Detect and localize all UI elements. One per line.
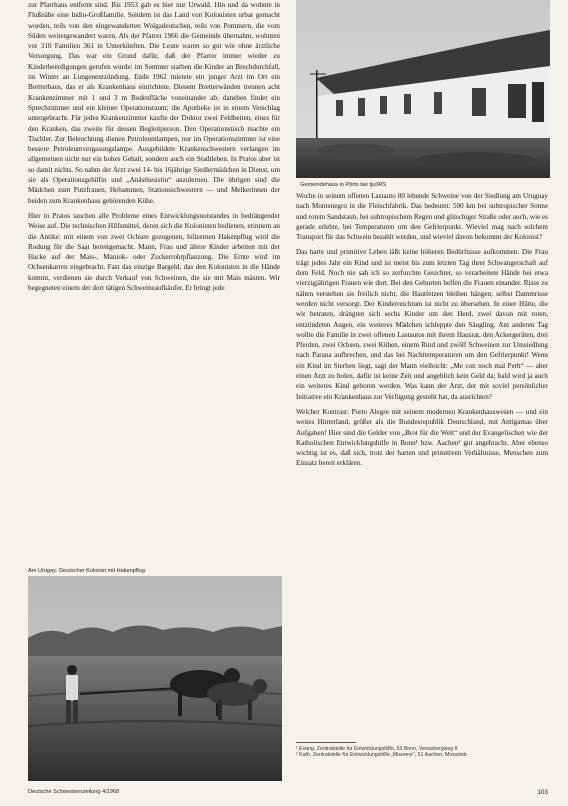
photo-caption-bottom: Am Urugay: Deutscher Kolonist mit Hakenpflug bbox=[28, 568, 145, 574]
paragraph: Hier in Pratos tauchen alle Probleme eines Entwicklungsnotstandes in bedrängender Weise auf. Die technischen Hilfsmittel, deren sich die Kolonisten bedienen, erinnern an die Antike: mit einem von zwei Ochsen gezogenen, hölzernen Hakenpflug wird die Rodung für die Saat bereitgemacht. Mann, Frau und ältere Kinder arbeiten mit der Hacke auf der Mais-, Maniok- oder Zuckerrohrpflanzung. Die Ernte wird im Ochsenkarren eingebracht. Fast das einzige Bargeld, das den Kolonisten in die Hände kommt, verdienen sie durch Verkauf von Schweinen, die sie mit Mais mästen. Wir begegneten einem der dort tätigen Schweineaufkäufer. Er bringt jede bbox=[28, 211, 280, 293]
footnotes bbox=[296, 742, 548, 759]
page-number: 103 bbox=[537, 789, 548, 796]
article-column-right bbox=[296, 191, 548, 474]
footnote-rule bbox=[296, 742, 356, 743]
paragraph: zur Pfarrhaus entfernt sind. Bis 1953 gab es hier nur Urwald. Hin und da wohnte in Flußnähe eine Indio-Großfamilie. Seitdem ist das Land von Kolonisten urbar gemacht worden, teils von den eingewanderten Wolgadeutschen, teils von Pommern, die vom Süden weitergewandert waren. Als der Pfarrer 1966 die Gemeinde übernahm, wohnten vor 310 Familien 361 in Unterkünften. Die Leute waren so gut wie ohne ärztliche Versorgung. Das war ein Grund dafür, daß der Pfarrer immer wieder zu Kinderbeerdigungen gerufen wurde: im Sommer starben die Kinder an Brechdurchfall, im Winter an Lungenentzündung. Ende 1962 mietete ein junger Arzt im Ort ein Bretterhaus, das er als Krankenhaus einrichtete. Diesem Bretterwänden trennen acht Krankenzimmer mit 1 und 3 m Bodenfläche voneinander ab; daneben findet ein Sprechzimmer und ein kleiner Operationsraum; die Apotheke ist in einem Verschlag untergebracht. Für jedes Krankenzimmer kaufte der Doktor zwei Feldbetten, eines für den Kranken, das zweite für dessen Begleitperson. Den Operationstisch machte ein Tischler. Zur Beleuchtung dienen Petroleumlampen, nur im Operationszimmer ist eine bessere Petroleumvergasungslampe. Ausgebildete Krankenschwestern verlangen im allgemeinen nicht nur ein hohes Gehalt, sondern auch ein Stadtleben. In Pratos aber ist so damit nichts. So nahm der Arzt zwei 14- bis 16jährige Siedlermädchen in Dienst, um sie als Operationsgehilfin und „Anästhesistin“ anzulernen. Die übrigen sind die Mädchen zum Putzfrauen, Hebammen, Stationsschwestern — und Melkerinnen der beiden zum Krankenhaus gehörenden Kühe. bbox=[28, 1, 280, 205]
paragraph: Das harte und primitive Leben läßt keine höheren Bedürfnisse aufkommen. Die Frau trägt jedes Jahr ein Kind und ist meist bis zum letzten Tag ihrer Schwangerschaft auf dem Feld. Noch nie sah ich so zerfurchte Gesichter, so verarbeitete Hände bei etwa vierzigjährigen Frauen wie dort. Bei den Geburten helfen die Frauen einander. Risse zu nähen verstehen sie freilich nicht, die Hautfetzen bleiben hängen; selbst Dammrisse werden nicht versorgt. Der Kinderreichtum ist nicht zu übersehen. In einer Hütte, die wir betraten, drängten sich sechs Kinder um den Herd, zwei davon mit roten, entzündeten Augen, ein weiteres Mädchen schleppte den Säugling. Am anderen Tag wollte die Familie in zwei offenen Lastautos mit ihrem Hausrat, den Ackergeräten, drei Pferden, zwei Ochsen, zwei Kühen, einem Rind und zwölf Schweinen zur Umsiedlung nach Parana aufbrechen, und das bei Nachttemperaturen um den Gefrierpunkt! Wenn ein Kind im Sterben liegt, sagt der Mann vielleicht: „Me con noch mal Perh“ — aber einen Arzt zu holen, dafür ist keine Zeit und angeblich kein Geld da; bald wird ja auch ein weiteres Kind geboren werden. Was kann der Arzt, der mit soviel persönlicher Initiative ein Krankenhaus zur Verfügung gestellt hat, da ausrichten? bbox=[296, 248, 548, 401]
photo-caption-top: Gemeindehaus in Pôrto bei Ijuí/RS bbox=[300, 182, 387, 188]
photo-colonist-plough bbox=[28, 576, 282, 781]
footnote: ² Kath. Zentralstelle für Entwicklungshilfe „Misereor“, 51 Aachen, Mozartstr. bbox=[296, 752, 468, 759]
footnote: ¹ Evang. Zentralstelle für Entwicklungshilfe, 53 Bonn, Venusbergweg 8 bbox=[296, 746, 458, 752]
paragraph: Welcher Kontrast: Porto Alegre mit seinem modernen Krankenhauswesen — und ein weites Hinterland, größer als die Bundesrepublik Deutschland, mit Antigamas über Aufgaben! Hier sind die Gelder von „Brot für die Welt“ und der Evangelischen wie der Katholischen Entwicklungshilfe in Bonn¹ bzw. Aachen² gut angebracht. Aber ebenso wichtig ist es, daß sich, trotz der harten und primitiven Verhältnisse, Menschen zum Einsatz bereit erklären. bbox=[296, 407, 548, 468]
paragraph: Woche in seinem offenen Lastauto 80 lebende Schweine von der Siedlung am Uruguay nach Montenegro in die Fleischfabrik. Das bedeutet: 500 km bei subtropischer Sonne und rotem Sandstaub, bei subtropischem Regen und glitschiger Straße oder auch, wie es gerade erlebte, bei Temperaturen um den Gefrierpunkt. Wieviel mag nach solchem Transport für das Schwein bezahlt werden, und wieviel davon bekommt der Kolonist? bbox=[296, 192, 548, 242]
photo-community-house bbox=[296, 0, 550, 178]
publication-footer: Deutsche Schwesternzeitung 4/1968 bbox=[28, 789, 120, 795]
article-column-left bbox=[28, 0, 280, 298]
